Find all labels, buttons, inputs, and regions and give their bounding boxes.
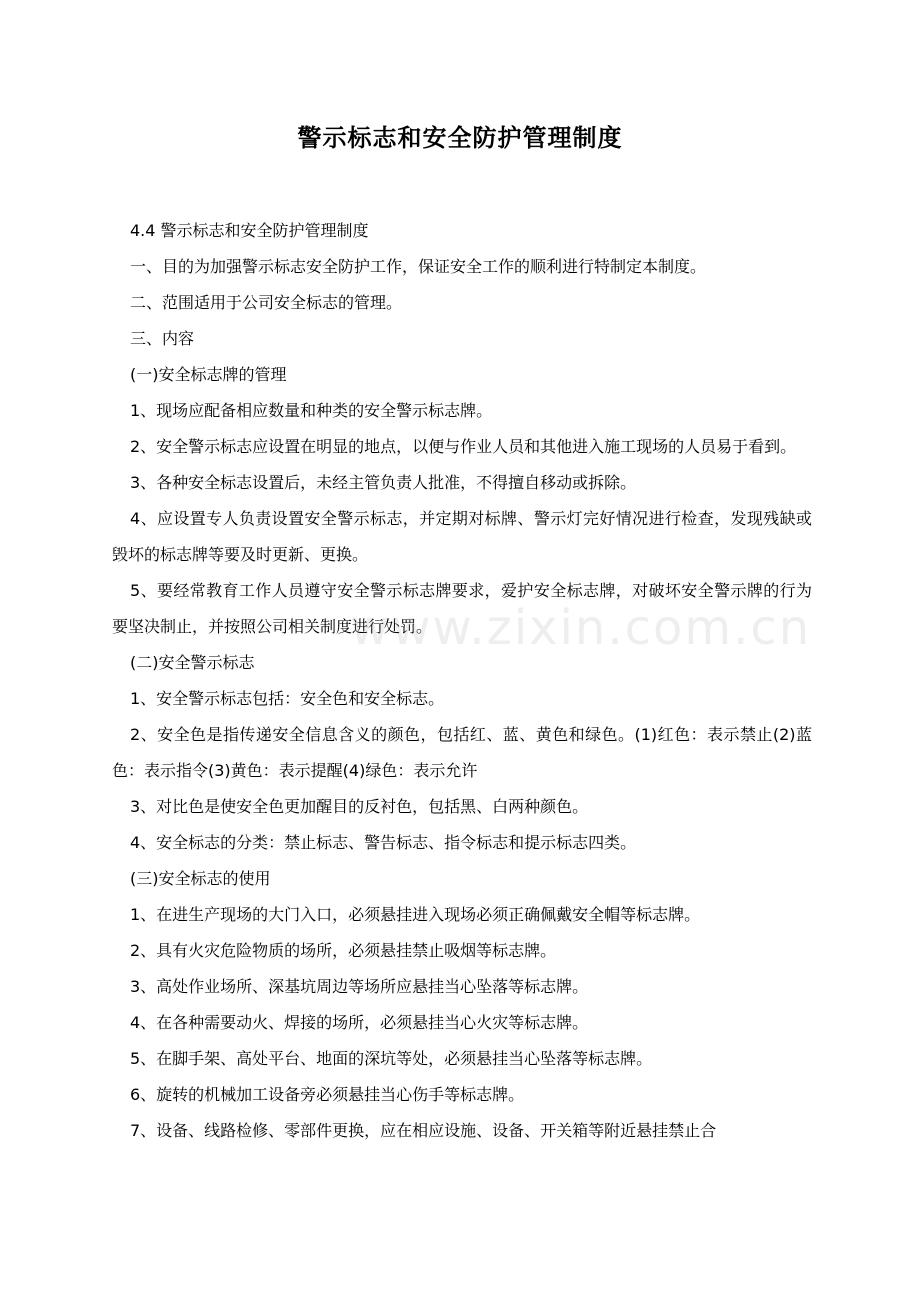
- paragraph: 2、安全色是指传递安全信息含义的颜色，包括红、蓝、黄色和绿色。(1)红色：表示禁止(2)蓝色：表示指令(3)黄色：表示提醒(4)绿色：表示允许: [112, 725, 812, 780]
- paragraph: 3、高处作业场所、深基坑周边等场所应悬挂当心坠落等标志牌。: [130, 977, 589, 996]
- paragraph: 二、范围适用于公司安全标志的管理。: [130, 293, 403, 312]
- watermark: www.zixin.com.cn: [350, 600, 812, 656]
- paragraph: 3、对比色是使安全色更加醒目的反衬色，包括黑、白两种颜色。: [130, 797, 589, 816]
- section-heading: (三)安全标志的使用: [130, 869, 271, 888]
- paragraph: 2、具有火灾危险物质的场所，必须悬挂禁止吸烟等标志牌。: [130, 941, 557, 960]
- paragraph: 4、安全标志的分类：禁止标志、警告标志、指令标志和提示标志四类。: [130, 833, 637, 852]
- paragraph: 4、应设置专人负责设置安全警示标志，并定期对标牌、警示灯完好情况进行检查，发现残缺或毁坏的标志牌等要及时更新、更换。: [112, 509, 812, 564]
- paragraph: 6、旋转的机械加工设备旁必须悬挂当心伤手等标志牌。: [130, 1085, 525, 1104]
- document-title: 警示标志和安全防护管理制度: [297, 124, 623, 152]
- paragraph: 一、目的为加强警示标志安全防护工作，保证安全工作的顺利进行特制定本制度。: [130, 257, 707, 276]
- section-heading: (二)安全警示标志: [130, 653, 255, 672]
- section-heading: (一)安全标志牌的管理: [130, 365, 287, 384]
- paragraph: 4、在各种需要动火、焊接的场所，必须悬挂当心火灾等标志牌。: [130, 1013, 589, 1032]
- document-body: [112, 213, 812, 1149]
- paragraph: 3、各种安全标志设置后，未经主管负责人批准，不得擅自移动或拆除。: [130, 473, 637, 492]
- paragraph: 1、安全警示标志包括：安全色和安全标志。: [130, 689, 445, 708]
- paragraph: 4.4 警示标志和安全防护管理制度: [130, 221, 369, 240]
- paragraph: 1、在进生产现场的大门入口，必须悬挂进入现场必须正确佩戴安全帽等标志牌。: [130, 905, 701, 924]
- paragraph: 5、在脚手架、高处平台、地面的深坑等处，必须悬挂当心坠落等标志牌。: [130, 1049, 653, 1068]
- paragraph: 5、要经常教育工作人员遵守安全警示标志牌要求，爱护安全标志牌，对破坏安全警示牌的行为要坚决制止，并按照公司相关制度进行处罚。: [112, 581, 812, 636]
- paragraph: 1、现场应配备相应数量和种类的安全警示标志牌。: [130, 401, 493, 420]
- paragraph: 2、安全警示标志应设置在明显的地点，以便与作业人员和其他进入施工现场的人员易于看到。: [130, 437, 797, 456]
- paragraph: 三、内容: [130, 329, 195, 348]
- paragraph: 7、设备、线路检修、零部件更换，应在相应设施、设备、开关箱等附近悬挂禁止合: [130, 1121, 717, 1140]
